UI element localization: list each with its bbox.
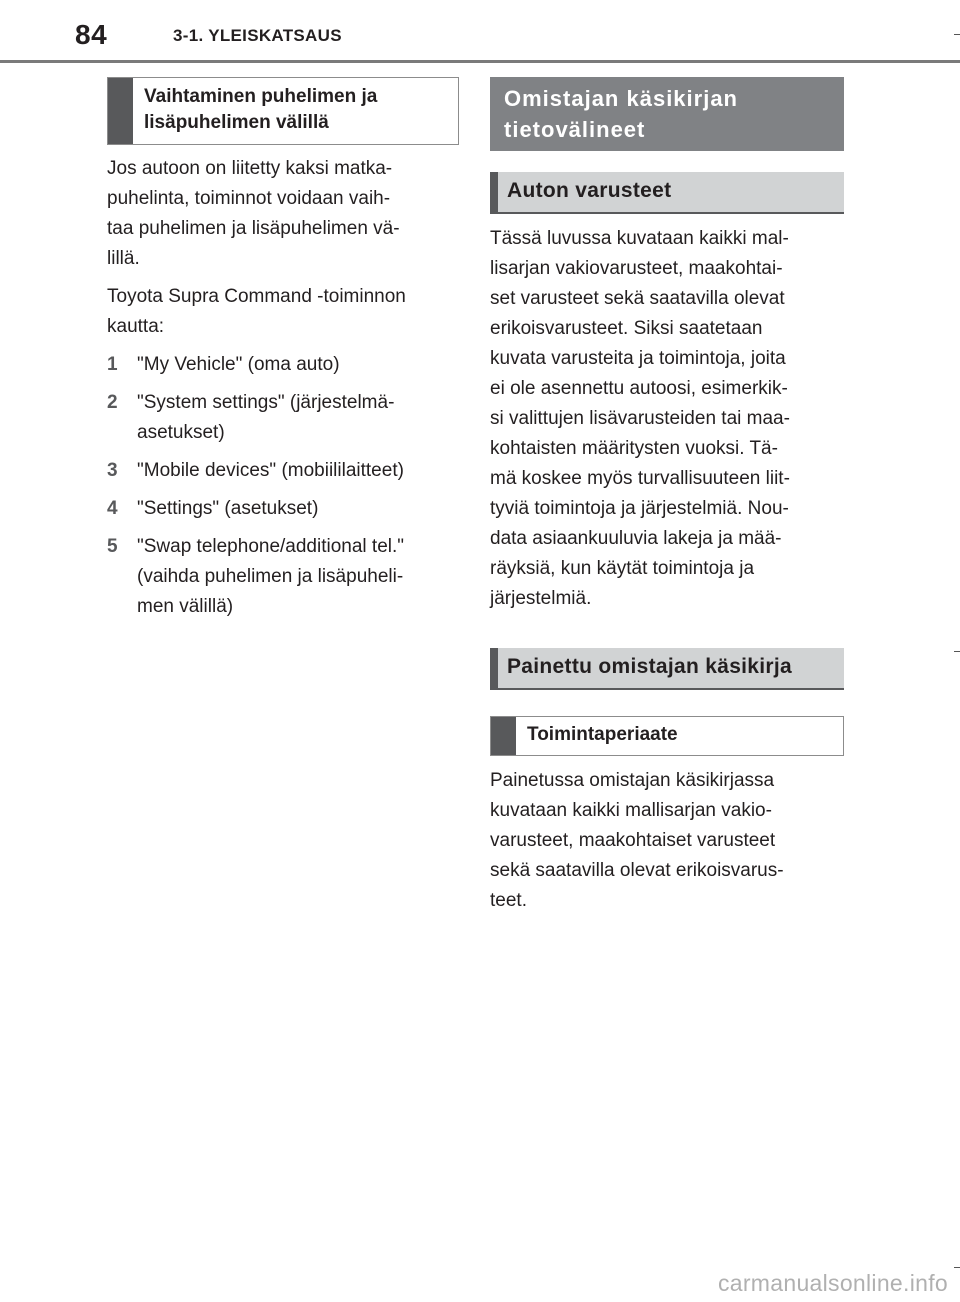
crop-mark	[954, 34, 960, 35]
text-line: varusteet, maakohtaiset varusteet	[490, 830, 776, 851]
text-line: lisarjan vakiovarusteet, maakohtai-	[490, 258, 783, 279]
text-line: Jos autoon on liitetty kaksi matka-	[107, 158, 393, 179]
list-item	[107, 350, 459, 380]
chapter-heading-line: Omistajan käsikirjan	[504, 86, 738, 111]
step-text: "Settings" (asetukset)	[137, 498, 319, 519]
step-text: "Swap telephone/additional tel."	[137, 536, 405, 557]
page-number: 84	[75, 19, 108, 50]
watermark: carmanualsonline.info	[717, 1270, 948, 1296]
step-text: men välillä)	[137, 596, 234, 617]
text-line: kuvata varusteita ja toimintoja, joita	[490, 348, 786, 369]
text-line: tyviä toimintoja ja järjestelmiä. Nou-	[490, 498, 789, 519]
text-line: kohtaisten määritysten vuoksi. Tä-	[490, 438, 778, 459]
printed-manual-paragraph	[490, 766, 844, 916]
list-item	[107, 494, 459, 524]
section-title: 3-1. YLEISKATSAUS	[173, 26, 342, 45]
heading-painettu	[490, 648, 844, 690]
text-line: järjestelmiä.	[490, 588, 592, 609]
list-item	[107, 388, 459, 448]
subheading-text: Toimintaperiaate	[527, 724, 678, 745]
text-line: sekä saatavilla olevat erikoisvarus-	[490, 860, 784, 881]
step-text: asetukset)	[137, 422, 225, 443]
heading-bar	[490, 648, 498, 690]
list-item	[107, 532, 459, 622]
step-text: "System settings" (järjestelmä-	[137, 392, 395, 413]
step-number: 2	[107, 392, 118, 413]
subheading-box	[490, 716, 844, 756]
heading-text: Auton varusteet	[507, 179, 672, 202]
text-line: data asiaankuuluvia lakeja ja mää-	[490, 528, 782, 549]
text-line: ei ole asennettu autoosi, esimerkik-	[490, 378, 788, 399]
text-line: kuvataan kaikki mallisarjan vakio-	[490, 800, 772, 821]
equipment-paragraph	[490, 224, 844, 614]
step-number: 1	[107, 354, 118, 375]
step-number: 5	[107, 536, 118, 557]
crop-mark	[954, 651, 960, 652]
command-paragraph	[107, 282, 459, 342]
step-text: "My Vehicle" (oma auto)	[137, 354, 340, 375]
subheading-box	[107, 77, 459, 145]
list-item	[107, 456, 459, 486]
intro-paragraph	[107, 154, 459, 274]
text-line: kautta:	[107, 316, 165, 337]
text-line: lillä.	[107, 248, 140, 269]
crop-mark	[954, 1267, 960, 1268]
heading-text: Painettu omistajan käsikirja	[507, 655, 793, 678]
text-line: Painetussa omistajan käsikirjassa	[490, 770, 775, 791]
left-column	[107, 77, 459, 622]
right-column	[490, 77, 844, 916]
step-text: (vaihda puhelimen ja lisäpuheli-	[137, 566, 404, 587]
text-line: räyksiä, kun käytät toimintoja ja	[490, 558, 755, 579]
text-line: taa puhelimen ja lisäpuhelimen vä-	[107, 218, 400, 239]
page-header	[0, 0, 960, 64]
subheading-text: Vaihtaminen puhelimen ja lisäpuhelimen välillä	[144, 86, 378, 133]
step-number: 4	[107, 498, 118, 519]
step-text: "Mobile devices" (mobiililaitteet)	[137, 460, 404, 481]
text-line: erikoisvarusteet. Siksi saatetaan	[490, 318, 763, 339]
subheading-bar	[108, 78, 133, 144]
text-line: Toyota Supra Command -toiminnon	[107, 286, 406, 307]
step-number: 3	[107, 460, 118, 481]
chapter-heading	[490, 77, 844, 151]
text-line: teet.	[490, 890, 527, 911]
heading-bar	[490, 172, 498, 214]
text-line: mä koskee myös turvallisuuteen liit-	[490, 468, 790, 489]
text-line: puhelinta, toiminnot voidaan vaih-	[107, 188, 391, 209]
text-line: Tässä luvussa kuvataan kaikki mal-	[490, 228, 789, 249]
header-rule	[0, 60, 960, 63]
subheading-bar	[491, 717, 516, 755]
steps-list	[107, 350, 459, 622]
text-line: set varusteet sekä saatavilla olevat	[490, 288, 785, 309]
chapter-heading-line: tietovälineet	[504, 117, 646, 142]
text-line: si valittujen lisävarusteiden tai maa-	[490, 408, 790, 429]
heading-auton-varusteet	[490, 172, 844, 214]
